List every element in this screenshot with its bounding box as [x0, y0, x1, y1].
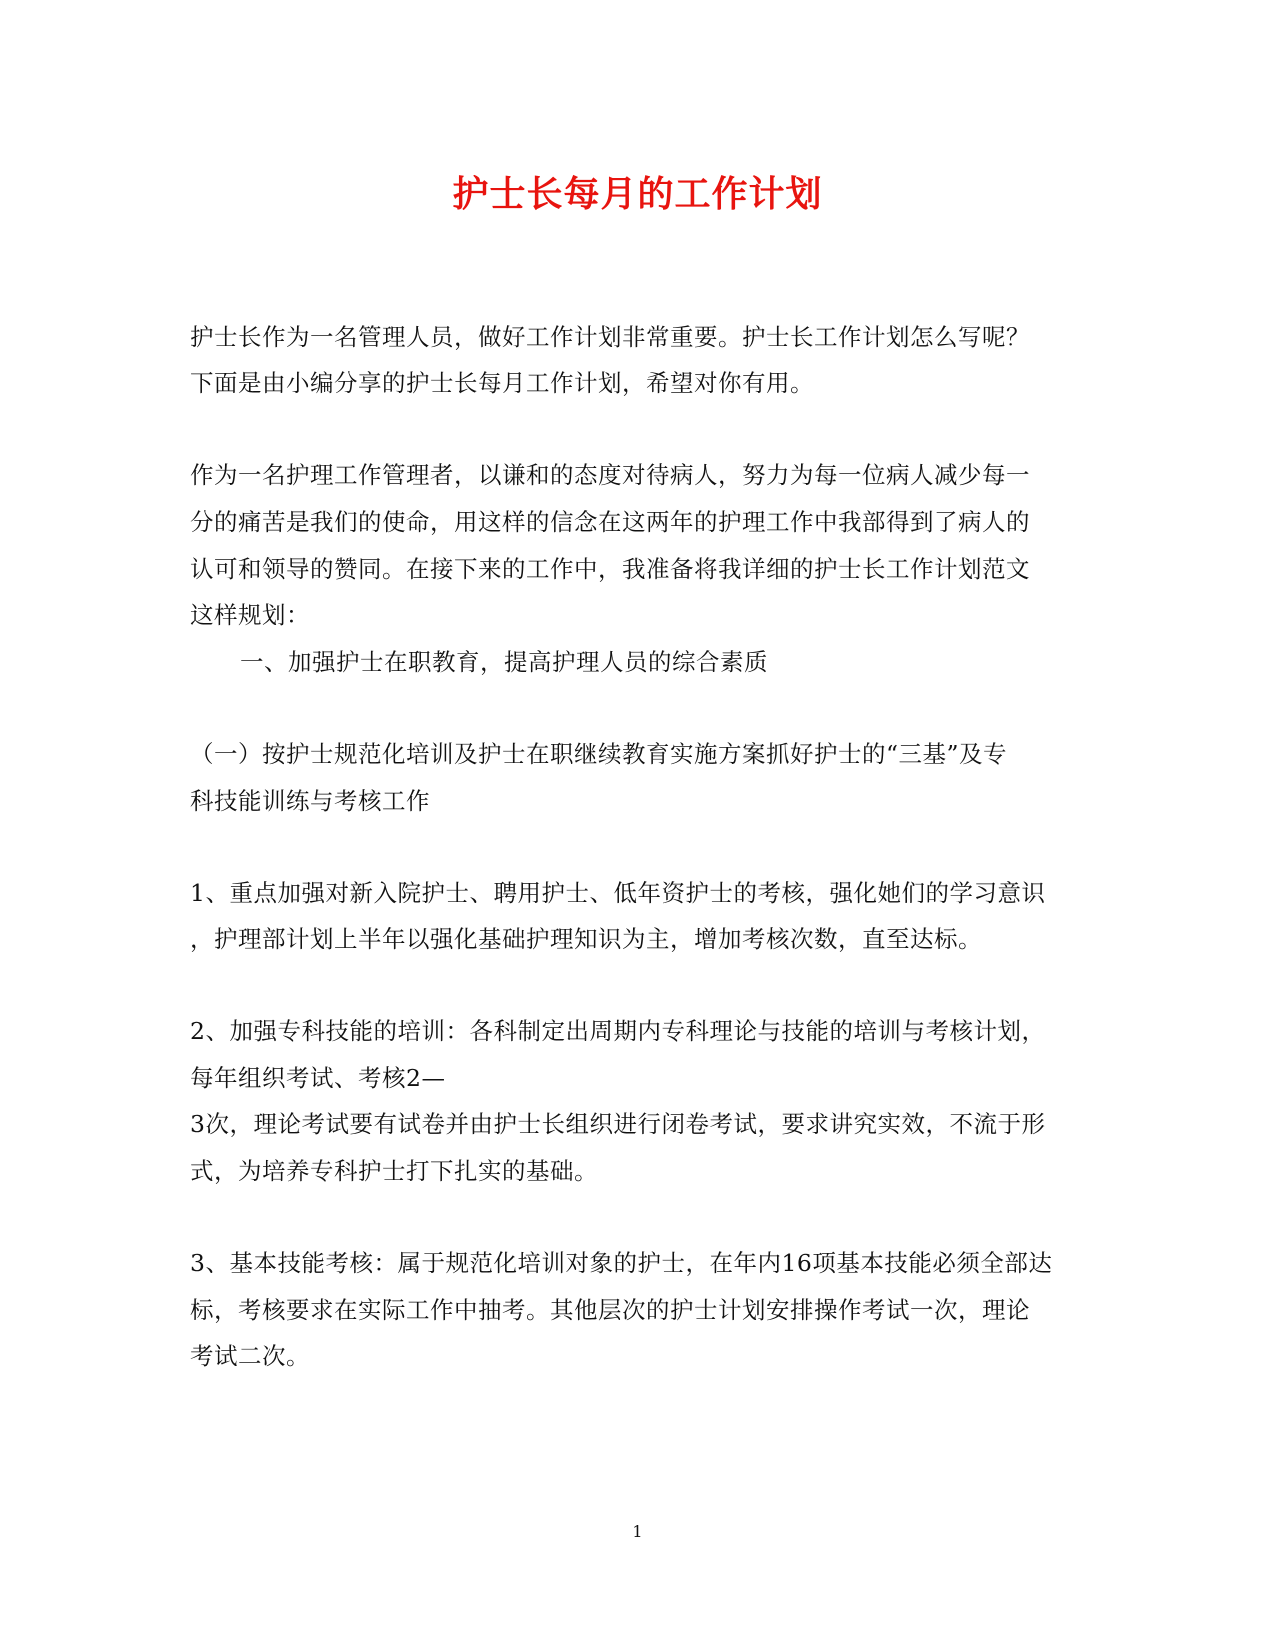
paragraph-line: 护士长作为一名管理人员，做好工作计划非常重要。护士长工作计划怎么写呢？ — [190, 323, 1030, 351]
paragraph-line: 科技能训练与考核工作 — [190, 787, 430, 815]
paragraph-line: 标，考核要求在实际工作中抽考。其他层次的护士计划安排操作考试一次，理论 — [190, 1296, 1030, 1324]
paragraph-line: 作为一名护理工作管理者，以谦和的态度对待病人，努力为每一位病人减少每一 — [190, 461, 1030, 489]
paragraph-line: 下面是由小编分享的护士长每月工作计划，希望对你有用。 — [190, 369, 814, 397]
paragraph-line: 1、重点加强对新入院护士、聘用护士、低年资护士的考核，强化她们的学习意识 — [190, 879, 1046, 907]
paragraph-line: 分的痛苦是我们的使命，用这样的信念在这两年的护理工作中我部得到了病人的 — [190, 508, 1030, 536]
paragraph-line: 这样规划： — [190, 601, 310, 629]
paragraph-line: （一）按护士规范化培训及护士在职继续教育实施方案抓好护士的“三基”及专 — [190, 740, 1008, 768]
document-title: 护士长每月的工作计划 — [452, 173, 823, 215]
section-heading: 一、加强护士在职教育，提高护理人员的综合素质 — [240, 648, 768, 676]
paragraph-line: 每年组织考试、考核2— — [190, 1064, 446, 1092]
paragraph-line: 认可和领导的赞同。在接下来的工作中，我准备将我详细的护士长工作计划范文 — [190, 555, 1030, 583]
page-number: 1 — [632, 1522, 643, 1541]
paragraph-line: 考试二次。 — [190, 1342, 310, 1370]
paragraph-line: ，护理部计划上半年以强化基础护理知识为主，增加考核次数，直至达标。 — [190, 925, 982, 953]
paragraph-line: 2、加强专科技能的培训：各科制定出周期内专科理论与技能的培训与考核计划， — [190, 1017, 1046, 1045]
paragraph-line: 3、基本技能考核：属于规范化培训对象的护士，在年内16项基本技能必须全部达 — [190, 1249, 1053, 1277]
paragraph-line: 3次，理论考试要有试卷并由护士长组织进行闭卷考试，要求讲究实效，不流于形 — [190, 1110, 1046, 1138]
paragraph-line: 式，为培养专科护士打下扎实的基础。 — [190, 1157, 598, 1185]
